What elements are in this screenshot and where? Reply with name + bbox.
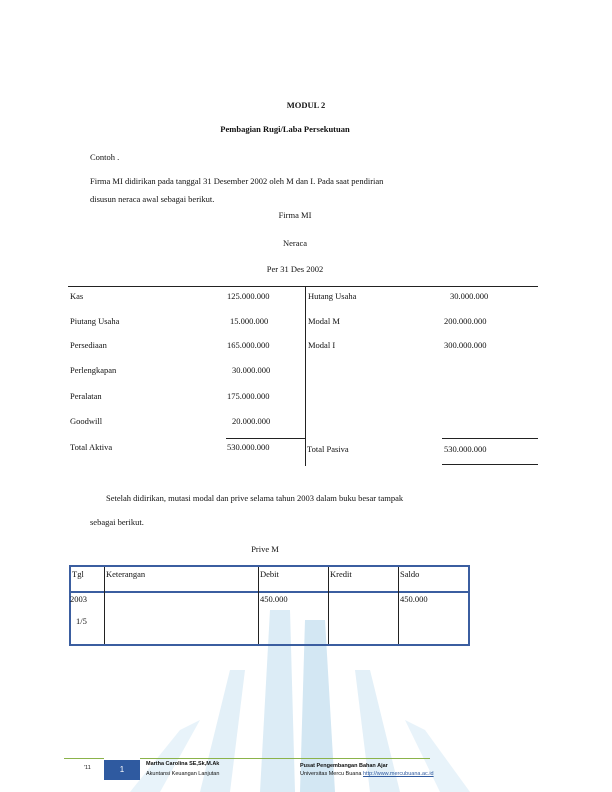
prive-col-divider bbox=[258, 567, 259, 644]
total-liabilities-label: Total Pasiva bbox=[307, 444, 349, 454]
asset-value: 125.000.000 bbox=[227, 291, 270, 301]
intro-line-2: disusun neraca awal sebagai berikut. bbox=[90, 194, 215, 204]
prive-header-credit: Kredit bbox=[330, 569, 352, 579]
prive-row-day: 1/5 bbox=[76, 616, 87, 626]
prive-header-date: Tgl bbox=[72, 569, 84, 579]
liability-label: Hutang Usaha bbox=[308, 291, 357, 301]
example-label: Contoh . bbox=[90, 152, 120, 162]
footer-center-sub: Universitas Mercu Buana bbox=[300, 771, 362, 777]
asset-label: Piutang Usaha bbox=[70, 316, 120, 326]
footer-link[interactable]: http://www.mercubuana.ac.id bbox=[362, 771, 434, 777]
asset-label: Goodwill bbox=[70, 416, 103, 426]
prive-col-divider bbox=[398, 567, 399, 644]
asset-label: Perlengkapan bbox=[70, 365, 117, 375]
balance-sheet-divider bbox=[305, 286, 306, 466]
prive-row-debit: 450.000 bbox=[260, 594, 288, 604]
footer-center-sub-row bbox=[300, 771, 434, 777]
firm-name: Firma MI bbox=[278, 210, 312, 220]
liability-value: 30.000.000 bbox=[450, 291, 489, 301]
prive-title: Prive M bbox=[251, 544, 279, 554]
footer-author: Martha Carolina SE,Sk,M.Ak bbox=[146, 761, 220, 767]
liability-label: Modal I bbox=[308, 340, 336, 350]
after-line-1: Setelah didirikan, mutasi modal dan prive selama tahun 2003 dalam buku besar tampak bbox=[106, 493, 404, 503]
liability-value: 300.000.000 bbox=[444, 340, 487, 350]
footer-author-sub: Akuntansi Keuangan Lanjutan bbox=[146, 771, 220, 777]
footer-mark: '11 bbox=[84, 765, 91, 771]
balance-sheet-date: Per 31 Des 2002 bbox=[266, 264, 324, 274]
prive-col-divider bbox=[104, 567, 105, 644]
intro-line-1: Firma MI didirikan pada tanggal 31 Desember 2002 oleh M dan I. Pada saat pendirian bbox=[90, 176, 384, 186]
module-subtitle: Pembagian Rugi/Laba Persekutuan bbox=[220, 124, 350, 134]
asset-label: Peralatan bbox=[70, 391, 102, 401]
footer-rule-right bbox=[140, 758, 430, 759]
asset-label: Persediaan bbox=[70, 340, 107, 350]
asset-value: 165.000.000 bbox=[227, 340, 270, 350]
balance-sheet-title: Neraca bbox=[282, 238, 308, 248]
liabilities-total-rule bbox=[442, 438, 538, 439]
footer-center: Pusat Pengembangan Bahan Ajar bbox=[300, 763, 388, 769]
total-assets-value: 530.000.000 bbox=[227, 442, 270, 452]
balance-sheet-top-rule bbox=[68, 286, 538, 287]
after-line-2: sebagai berikut. bbox=[90, 517, 144, 527]
prive-header-debit: Debit bbox=[260, 569, 279, 579]
prive-row-year: 2003 bbox=[70, 594, 87, 604]
liabilities-double-rule bbox=[442, 464, 538, 465]
prive-header-rule bbox=[69, 591, 470, 593]
footer-rule-left bbox=[64, 758, 104, 759]
total-assets-label: Total Aktiva bbox=[70, 442, 113, 452]
total-liabilities-value: 530.000.000 bbox=[444, 444, 487, 454]
asset-label: Kas bbox=[70, 291, 84, 301]
page-number: 1 bbox=[104, 760, 140, 780]
prive-header-desc: Keterangan bbox=[106, 569, 146, 579]
prive-row-balance: 450.000 bbox=[400, 594, 428, 604]
assets-total-rule bbox=[226, 438, 306, 439]
liability-label: Modal M bbox=[308, 316, 340, 326]
module-title: MODUL 2 bbox=[286, 100, 326, 110]
asset-value: 30.000.000 bbox=[232, 365, 271, 375]
liability-value: 200.000.000 bbox=[444, 316, 487, 326]
asset-value: 15.000.000 bbox=[230, 316, 269, 326]
prive-col-divider bbox=[328, 567, 329, 644]
prive-header-balance: Saldo bbox=[400, 569, 420, 579]
asset-value: 175.000.000 bbox=[227, 391, 270, 401]
asset-value: 20.000.000 bbox=[232, 416, 271, 426]
